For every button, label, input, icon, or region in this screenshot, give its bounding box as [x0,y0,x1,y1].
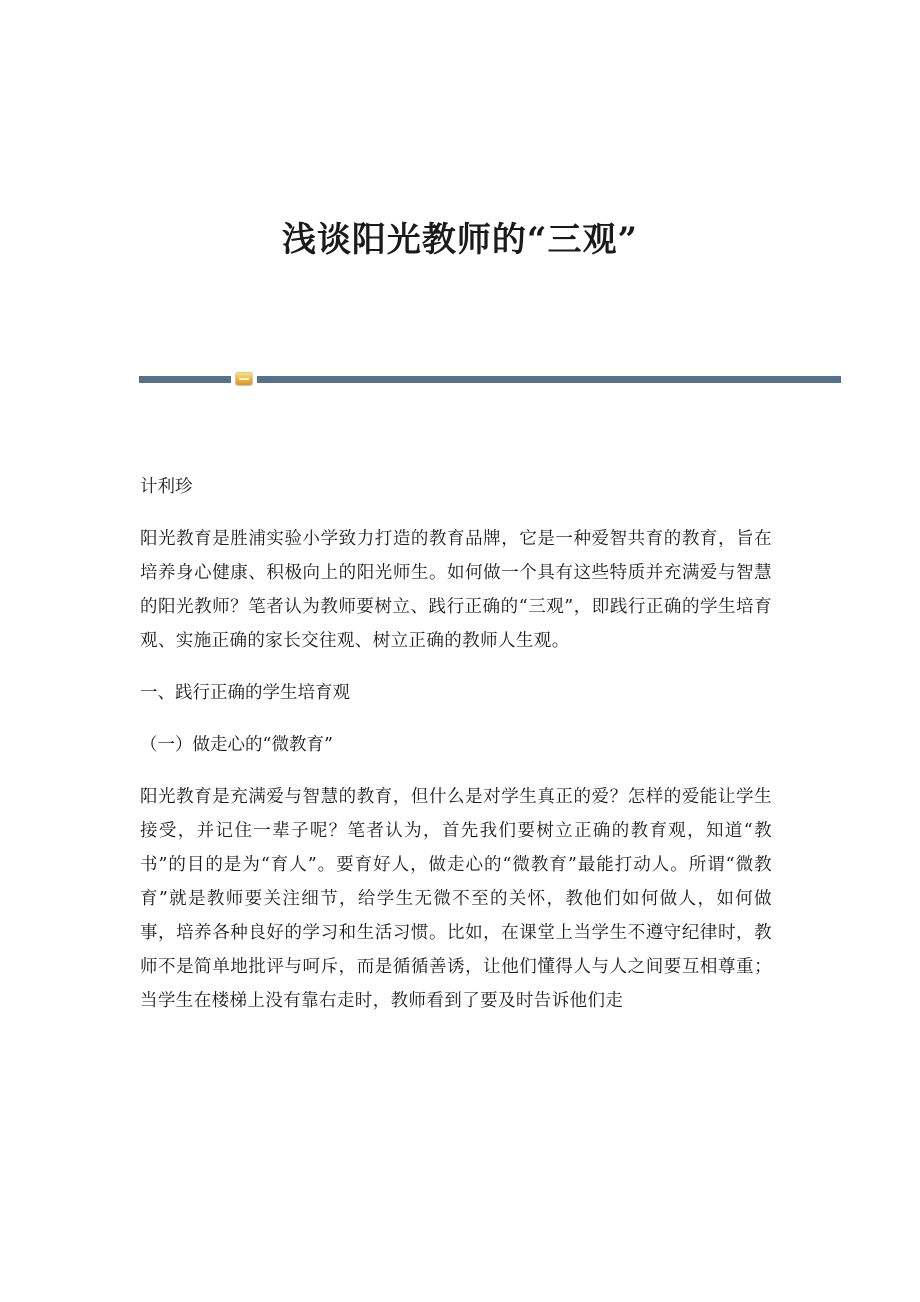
subsection-heading: （一）做走心的“微教育” [140,735,333,755]
divider-bar-right [257,376,841,383]
intro-paragraph: 阳光教育是胜浦实验小学致力打造的教育品牌，它是一种爱智共育的教育，旨在培养身心健康、积极向上的阳光师生。如何做一个具有这些特质并充满爱与智慧的阳光教师？笔者认为教师要树立、践行正确的“三观”，即践行正确的学生培育观、实施正确的家长交往观、树立正确的教师人生观。 [140,529,772,651]
section-heading: 一、践行正确的学生培育观 [140,683,350,703]
divider-emblem-icon [236,373,252,385]
document-body [140,470,772,1036]
document-title: 浅谈阳光教师的“三观” [281,220,639,260]
body-paragraph: 阳光教育是充满爱与智慧的教育，但什么是对学生真正的爱？怎样的爱能让学生接受，并记住一辈子呢？笔者认为，首先我们要树立正确的教育观，知道“教书”的目的是为“育人”。要育好人，做走心的“微教育”最能打动人。所谓“微教育”就是教师要关注细节，给学生无微不至的关怀，教他们如何做人，如何做事，培养各种良好的学习和生活习惯。比如，在课堂上当学生不遵守纪律时，教师不是简单地批评与呵斥，而是循循善诱，让他们懂得人与人之间要互相尊重；当学生在楼梯上没有靠右走时，教师看到了要及时告诉他们走 [140,787,772,1011]
title-divider [139,372,841,386]
author-name: 计利珍 [140,477,193,497]
divider-bar-left [139,376,231,383]
